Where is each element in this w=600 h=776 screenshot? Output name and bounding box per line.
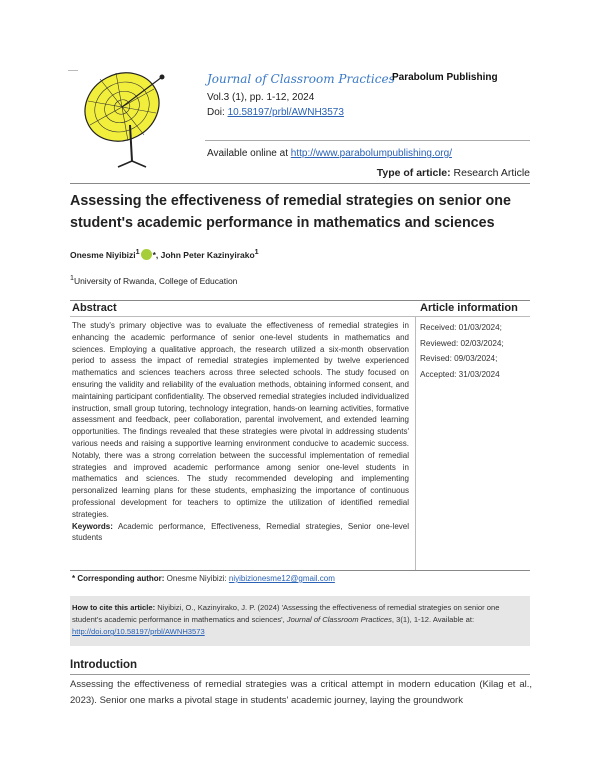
citation-text bbox=[72, 602, 530, 638]
introduction-rule bbox=[70, 674, 530, 675]
affiliation bbox=[70, 274, 237, 286]
corresponding-email[interactable]: niyibizionesme12@gmail.com bbox=[228, 574, 335, 583]
corresponding-label: * Corresponding author: bbox=[72, 574, 165, 583]
abstract-heading: Abstract bbox=[72, 302, 117, 314]
author-2-affil-sup: 1 bbox=[254, 248, 259, 256]
available-label: Available online at bbox=[207, 148, 291, 159]
author-1-name: Onesme Niyibizi bbox=[70, 249, 136, 260]
introduction-text: Assessing the effectiveness of remedial strategies was a critical attempt in modern education (Kilag et al., 2023). Senior one marks a pivotal stage in students' academic journey, laying the groundwork bbox=[70, 679, 532, 706]
orcid-icon[interactable] bbox=[141, 249, 152, 260]
citation-body: Niyibizi, O., Kazinyirako, J. P. (2024) 'Assessing the effectiveness of remedial strategies on senior one student's academic performance in mathematics and sciences', bbox=[72, 603, 500, 624]
abstract-top-rule bbox=[70, 300, 530, 301]
abstract-sub-rule bbox=[70, 316, 530, 317]
doi-label: Doi: bbox=[207, 107, 228, 118]
citation-link[interactable]: http://doi.org/10.58197/prbl/AWNH3573 bbox=[72, 627, 205, 636]
affiliation-text: University of Rwanda, College of Education bbox=[73, 275, 238, 286]
article-type bbox=[377, 167, 530, 179]
citation-rest: , 3(1), 1-12. Available at: bbox=[391, 615, 475, 624]
author-line bbox=[70, 248, 259, 260]
introduction-heading: Introduction bbox=[70, 659, 138, 671]
corresponding-author bbox=[72, 574, 335, 583]
column-divider bbox=[415, 316, 416, 570]
article-type-value: Research Article bbox=[450, 167, 530, 179]
correspondence-rule bbox=[70, 570, 530, 571]
received-date: Received: 01/03/2024; bbox=[420, 323, 502, 332]
publisher-name: Parabolum Publishing bbox=[392, 72, 498, 83]
header-divider bbox=[205, 140, 530, 141]
author-1-affil-sup: 1 bbox=[135, 248, 140, 256]
type-divider bbox=[70, 183, 530, 184]
citation-journal: Journal of Classroom Practices bbox=[286, 615, 392, 624]
volume-info: Vol.3 (1), pp. 1-12, 2024 bbox=[207, 92, 315, 103]
satellite-dish-logo bbox=[70, 65, 200, 169]
website-link[interactable]: http://www.parabolumpublishing.org/ bbox=[290, 148, 452, 159]
article-type-label: Type of article: bbox=[376, 167, 451, 179]
keywords-text: Academic performance, Effectiveness, Remedial strategies, Senior one-level students bbox=[72, 521, 409, 543]
doi-line bbox=[207, 107, 344, 118]
article-info-dates bbox=[420, 320, 504, 382]
reviewed-date: Reviewed: 02/03/2024; bbox=[420, 338, 504, 348]
author-2-name: John Peter Kazinyirako bbox=[160, 249, 255, 260]
article-info-heading: Article information bbox=[420, 302, 518, 314]
journal-name: Journal of Classroom Practices bbox=[207, 72, 395, 86]
corresponding-name: Onesme Niyibizi: bbox=[164, 574, 229, 583]
available-online bbox=[207, 148, 452, 159]
doi-link[interactable]: 10.58197/prbl/AWNH3573 bbox=[227, 107, 344, 118]
keywords-label: Keywords: bbox=[72, 521, 113, 531]
author-1-star: *, bbox=[152, 249, 161, 260]
affiliation-sup: 1 bbox=[70, 274, 74, 282]
accepted-date: Accepted: 31/03/2024 bbox=[420, 369, 500, 379]
citation-label: How to cite this article: bbox=[72, 603, 156, 612]
revised-date: Revised: 09/03/2024; bbox=[420, 354, 498, 363]
abstract-text: The study's primary objective was to evaluate the effectiveness of remedial strategies in enhancing the academic performance of senior one-level students in mathematics and sciences. Employing a qualitative approach, the research utilized a six-month observation period to assess the impact of remedial strategies implemented by twelve experienced mathematics and sciences teachers across three selected schools. The study focused on ensuring the validity and reliability of the evaluation methods, obtaining informed consent, and maintaining participant confidentiality. The observed remedial strategies included individualized instruction, small group tutoring, technology integration, hands-on learning activities, formative assessment and feedback, peer collaboration, parental involvement, and extended learning opportunities. The findings revealed that these strategies were pivotal in addressing students' various needs and raising a supportive learning environment conducive to academic success. Notably, there was a strong correlation between the successful implementation of remedial strategies and improved academic performance among senior one-level students in mathematics and sciences. The study recommended developing and implementing personalized learning plans for these students, emphasizing the importance of continuous professional development for teachers to optimize the utilization of identified remedial strategies. bbox=[72, 321, 409, 519]
paper-title: Assessing the effectiveness of remedial strategies on senior one student's academic performance in mathematics and sciences bbox=[70, 193, 511, 231]
abstract-body bbox=[72, 320, 409, 544]
